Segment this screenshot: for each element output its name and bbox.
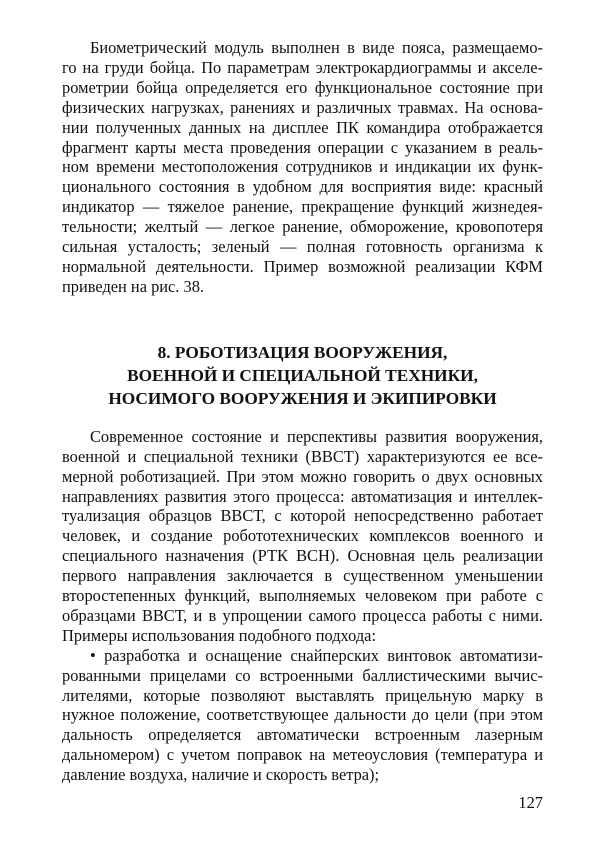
text-line: приведен на рис. 38. — [62, 276, 204, 296]
text-line: го на груди бойца. По параметрам электрокардиограммы и акселе- — [62, 57, 543, 77]
page-number: 127 — [518, 793, 543, 813]
heading-line: 8. РОБОТИЗАЦИЯ ВООРУЖЕНИЯ, — [157, 342, 448, 362]
text-line: физических нагрузках, ранениях и различных травмах. На основа- — [62, 97, 543, 117]
text-line: нормальной деятельности. Пример возможной реализации КФМ — [62, 256, 543, 276]
text-line: индикатор — тяжелое ранение, прекращение функций жизнедея- — [62, 197, 543, 217]
text-line: ционального состояния в удобном для восприятия виде: красный — [62, 177, 543, 197]
paragraph-biometric-module — [62, 38, 543, 297]
text-line: Современное состояние и перспективы развития вооружения, — [90, 426, 543, 446]
text-line: • разработка и оснащение снайперских винтовок автоматизи- — [90, 645, 543, 665]
text-line: нии полученных данных на дисплее ПК командира отображается — [62, 117, 543, 137]
text-line: нужное положение, соответствующее дальности до цели (при этом — [62, 705, 543, 725]
text-line: первого направления заключается в существенном уменьшении — [62, 566, 543, 586]
text-line: второстепенных функций, выполняемых человеком при работе с — [62, 586, 543, 606]
text-line: Биометрический модуль выполнен в виде пояса, размещаемо- — [90, 38, 543, 57]
text-line: туализация образцов ВВСТ, с которой непосредственно работает — [62, 506, 543, 526]
text-line: мерной роботизацией. При этом можно говорить о двух основных — [62, 466, 543, 486]
text-line: специального назначения (РТК ВСН). Основная цель реализации — [62, 546, 543, 566]
text-line: человек, и создание робототехнических комплексов военного и — [62, 526, 543, 546]
text-line: направлениях развития этого процесса: автоматизация и интеллек- — [62, 486, 543, 506]
paragraph-robotization — [62, 427, 543, 785]
text-line: тельности; желтый — легкое ранение, обморожение, кровопотеря — [62, 217, 543, 237]
heading-line: ВОЕННОЙ И СПЕЦИАЛЬНОЙ ТЕХНИКИ, — [127, 365, 478, 385]
text-line: сильная усталость; зеленый — полная готовность организма к — [62, 237, 543, 257]
text-line: ном времени местоположения сотрудников и индикации их функ- — [62, 157, 543, 177]
text-line: рованными прицелами со встроенными баллистическими вычис- — [62, 665, 543, 685]
text-line: военной и специальной техники (ВВСТ) характеризуются ее все- — [62, 446, 543, 466]
text-line: дальность определяется автоматически встроенным лазерным — [62, 725, 543, 745]
heading-line: НОСИМОГО ВООРУЖЕНИЯ И ЭКИПИРОВКИ — [108, 388, 497, 408]
text-line: дальномером) с учетом поправок на метеоусловия (температура и — [62, 745, 543, 765]
text-line: образцами ВВСТ, и в упрощении самого процесса работы с ними. — [62, 605, 543, 625]
text-line: фрагмент карты места проведения операции с указанием в реаль- — [62, 137, 543, 157]
text-line: лителями, которые позволяют выставлять прицельную марку в — [62, 685, 543, 705]
text-line: давление воздуха, наличие и скорость ветра); — [62, 765, 380, 785]
section-heading — [62, 341, 543, 410]
text-line: Примеры использования подобного подхода: — [62, 625, 376, 645]
text-line: рометрии бойца определяется его функциональное состояние при — [62, 77, 543, 97]
